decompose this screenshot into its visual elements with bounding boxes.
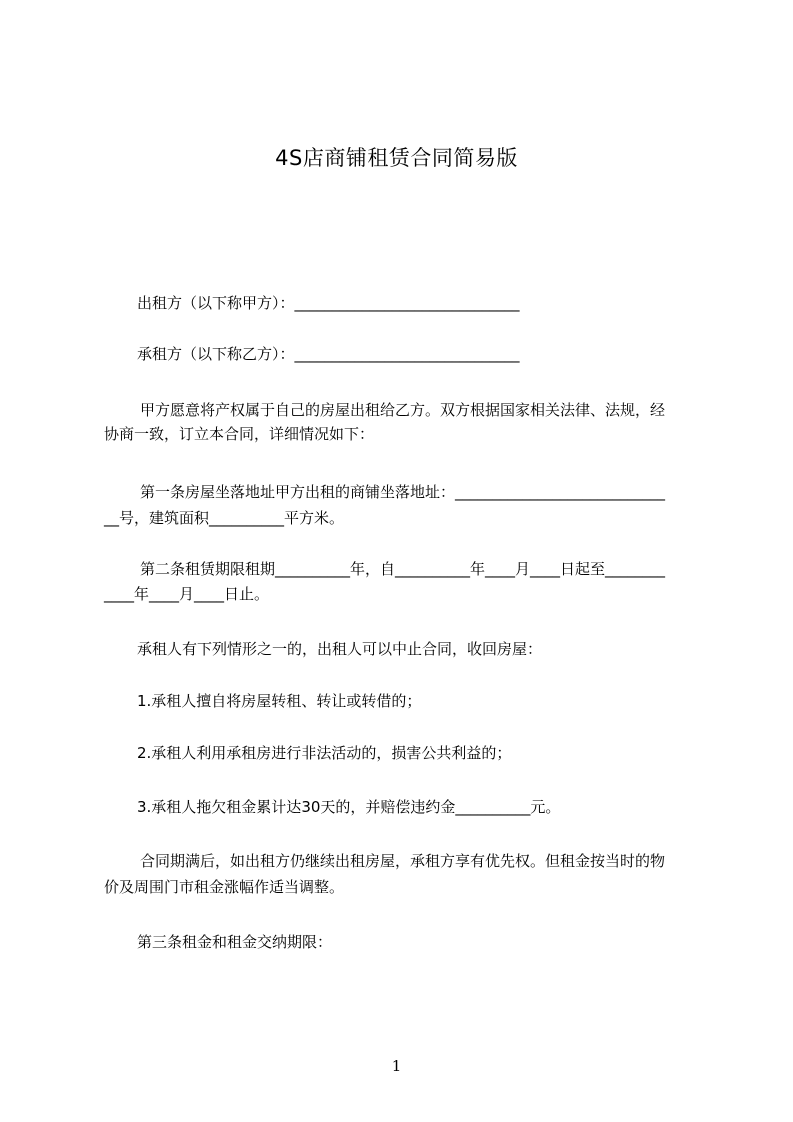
document-title: 4S店商铺租赁合同简易版: [275, 146, 518, 170]
article1-line-2: __号，建筑面积__________平方米。: [104, 509, 345, 527]
article2-line-2: ____年____月____日止。: [104, 585, 270, 603]
article2-line-1: 第二条租赁期限租期__________年，自__________年____月____日起至________: [140, 560, 666, 578]
termination-item-3: 3.承租人拖欠租金累计达30天的，并赔偿违约金__________元。: [137, 798, 561, 816]
termination-intro: 承租人有下列情形之一的，出租人可以中止合同，收回房屋：: [137, 640, 543, 658]
termination-item-2: 2.承租人利用承租房进行非法活动的，损害公共利益的；: [137, 744, 512, 762]
lessee-line: 承租方（以下称乙方）：______________________________: [137, 345, 520, 363]
page-number: 1: [391, 1057, 402, 1075]
termination-item-1: 1.承租人擅自将房屋转租、转让或转借的；: [137, 692, 422, 710]
lessor-line: 出租方（以下称甲方）：______________________________: [137, 294, 520, 312]
article3-heading: 第三条租金和租金交纳期限：: [137, 933, 333, 951]
article1-line-1: 第一条房屋坐落地址甲方出租的商铺坐落地址：____________________________: [140, 483, 666, 501]
renewal-line-1: 合同期满后，如出租方仍继续出租房屋，承租方享有优先权。但租金按当时的物: [140, 852, 666, 870]
intro-line-2: 协商一致，订立本合同，详细情况如下：: [104, 425, 375, 443]
renewal-line-2: 价及周围门市租金涨幅作适当调整。: [104, 878, 345, 896]
intro-line-1: 甲方愿意将产权属于自己的房屋出租给乙方。双方根据国家相关法律、法规，经: [140, 401, 666, 419]
